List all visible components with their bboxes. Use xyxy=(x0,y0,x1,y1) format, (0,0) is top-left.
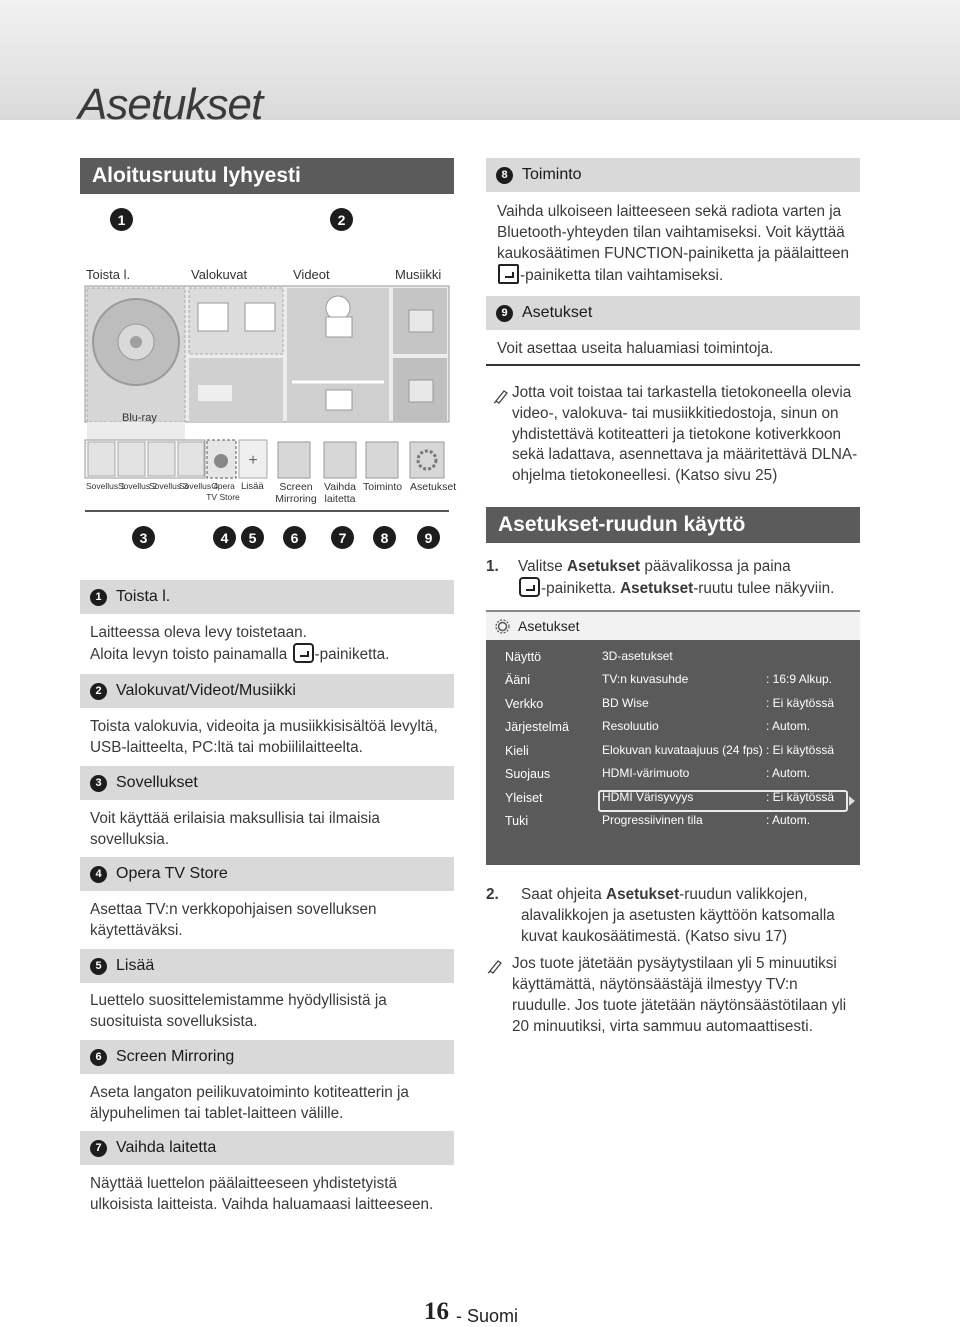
step-1-number: 1. xyxy=(486,558,499,575)
section-heading-home: Aloitusruutu lyhyesti xyxy=(80,158,454,194)
section-2-bar xyxy=(80,674,454,708)
menu-item-aani[interactable]: Ääni xyxy=(505,673,531,687)
callout-7: 7 xyxy=(331,526,354,549)
menu-item-naytto[interactable]: Näyttö xyxy=(505,650,542,664)
gear-icon xyxy=(495,619,510,634)
option-3d[interactable]: 3D-asetukset xyxy=(602,649,673,663)
home-screen-diagram xyxy=(80,200,457,516)
section-4-number: 4 xyxy=(90,866,107,883)
option-hdmi-depth[interactable]: HDMI Värisyvyys xyxy=(602,790,694,804)
divider-rule xyxy=(486,364,860,366)
page-language: - Suomi xyxy=(456,1306,519,1326)
note-1-text: Jotta voit toistaa tai tarkastella tietokoneella olevia video-, valokuva- tai musiikkitiedostoja, sinun on yhdistettävä kotiteatteri ja tietokone kotiverkkoon sekä ladattava, asennettava ja määritettävä DLNA-ohjelma tietokoneellesi. (Katso sivu 25) xyxy=(512,384,858,485)
label-bluray: Blu-ray xyxy=(122,412,157,424)
note-2-text: Jos tuote jätetään pysäytystilaan yli 5 minuutiksi käyttämättä, näytönsäästäjä ilmestyy TV:n ruudulle. Jos tuote jätetään näytönsäästötilaan yli 20 minuutiksi, virta sammuu automaattisesti. xyxy=(512,955,847,1035)
section-7-title: Vaihda laitetta xyxy=(116,1139,217,1156)
callout-1: 1 xyxy=(110,208,133,231)
section-9-bar xyxy=(486,296,860,330)
label-toiminto: Toiminto xyxy=(363,481,403,493)
section-8-bar xyxy=(486,158,860,192)
section-8-title: Toiminto xyxy=(522,166,582,183)
label-toista: Toista l. xyxy=(86,267,131,282)
settings-panel xyxy=(486,640,860,865)
section-2-title: Valokuvat/Videot/Musiikki xyxy=(116,682,296,699)
callout-9: 9 xyxy=(417,526,440,549)
menu-item-yleiset[interactable]: Yleiset xyxy=(505,791,543,805)
menu-item-jarjestelma[interactable]: Järjestelmä xyxy=(505,720,569,734)
label-screen-mirroring: Screen Mirroring xyxy=(275,481,317,505)
section-heading-settings: Asetukset-ruudun käyttö xyxy=(486,507,860,543)
callout-5: 5 xyxy=(241,526,264,549)
section-6-title: Screen Mirroring xyxy=(116,1048,235,1065)
section-1-bar xyxy=(80,580,454,614)
function-button-icon xyxy=(498,264,519,284)
step-2-text: Saat ohjeita Asetukset-ruudun valikkojen, alavalikkojen ja asetusten käyttöön katsomalla kuvat kaukosäätimestä. (Katso sivu 17) xyxy=(521,886,835,945)
section-9-number: 9 xyxy=(496,305,513,322)
label-app1: Sovellus 1 xyxy=(86,481,126,491)
option-frame-rate[interactable]: Elokuvan kuvataajuus (24 fps) xyxy=(602,743,763,757)
section-2-number: 2 xyxy=(90,683,107,700)
section-7-bar xyxy=(80,1131,454,1165)
section-4-bar xyxy=(80,857,454,891)
label-musiikki: Musiikki xyxy=(395,267,442,282)
option-frame-rate-value: : Ei käytössä xyxy=(766,743,835,757)
option-hdmi-color-value: : Autom. xyxy=(766,766,811,780)
settings-title-bar xyxy=(486,610,860,640)
settings-screen xyxy=(486,610,860,865)
section-4-title: Opera TV Store xyxy=(116,865,228,882)
section-1-title: Toista l. xyxy=(116,588,171,605)
section-3-bar xyxy=(80,766,454,800)
section-3-title: Sovellukset xyxy=(116,774,198,791)
section-5-title: Lisää xyxy=(116,957,155,974)
chevron-right-icon[interactable] xyxy=(848,795,856,807)
section-3-number: 3 xyxy=(90,775,107,792)
menu-item-kieli[interactable]: Kieli xyxy=(505,744,529,758)
option-progressive[interactable]: Progressiivinen tila xyxy=(602,813,703,827)
option-bd-wise-value: : Ei käytössä xyxy=(766,696,835,710)
option-progressive-value: : Autom. xyxy=(766,813,811,827)
page-number: 16 xyxy=(424,1298,449,1325)
section-6-text: Aseta langaton peilikuvatoiminto kotiteatterin ja älypuhelimen tai tablet-laitteen välille. xyxy=(90,1084,409,1122)
section-5-text: Luettelo suosittelemistamme hyödyllisistä ja suosituista sovelluksista. xyxy=(90,992,387,1030)
callout-2: 2 xyxy=(330,208,353,231)
option-hdmi-depth-value: : Ei käytössä xyxy=(766,790,835,804)
section-2-text: Toista valokuvia, videoita ja musiikkisisältöä levyltä, USB-laitteelta, PC:ltä tai mobiililaitteelta. xyxy=(90,718,438,756)
pencil-note-icon xyxy=(493,388,509,404)
pencil-note-icon-2 xyxy=(487,958,503,974)
label-app2: Sovellus 2 xyxy=(118,481,158,491)
callout-6: 6 xyxy=(283,526,306,549)
option-tv-aspect[interactable]: TV:n kuvasuhde xyxy=(602,672,689,686)
section-1-text: Laitteessa oleva levy toistetaan. Aloita levyn toisto painamalla -painiketta. xyxy=(90,624,390,663)
enter-button-icon xyxy=(293,643,314,663)
option-resolution-value: : Autom. xyxy=(766,719,811,733)
step-1-text: Valitse Asetukset päävalikossa ja paina -painiketta. Asetukset-ruutu tulee näkyviin. xyxy=(518,558,835,597)
section-8-number: 8 xyxy=(496,167,513,184)
svg-text:+: + xyxy=(248,452,258,469)
label-videot: Videot xyxy=(293,267,330,282)
step-2-number: 2. xyxy=(486,886,499,903)
section-6-bar xyxy=(80,1040,454,1074)
section-1-number: 1 xyxy=(90,589,107,606)
callout-8: 8 xyxy=(373,526,396,549)
section-7-number: 7 xyxy=(90,1140,107,1157)
option-resolution[interactable]: Resoluutio xyxy=(602,719,659,733)
settings-title: Asetukset xyxy=(518,618,580,634)
section-3-text: Voit käyttää erilaisia maksullisia tai ilmaisia sovelluksia. xyxy=(90,810,380,848)
option-tv-aspect-value: : 16:9 Alkup. xyxy=(766,672,833,686)
section-6-number: 6 xyxy=(90,1049,107,1066)
option-bd-wise[interactable]: BD Wise xyxy=(602,696,649,710)
label-asetukset: Asetukset xyxy=(410,481,457,493)
option-hdmi-color[interactable]: HDMI-värimuoto xyxy=(602,766,690,780)
page-title: Asetukset xyxy=(78,80,263,129)
label-valokuvat: Valokuvat xyxy=(191,267,248,282)
label-app3: Sovellus 3 xyxy=(149,481,189,491)
section-7-text: Näyttää luettelon päälaitteeseen yhdistetyistä ulkoisista laitteista. Vaihda haluamaasi laitteeseen. xyxy=(90,1175,434,1213)
section-5-number: 5 xyxy=(90,958,107,975)
label-vaihda-laitetta: Vaihda laitetta xyxy=(324,481,356,505)
callout-3: 3 xyxy=(132,526,155,549)
label-app4: Sovellus 4 xyxy=(179,481,219,491)
section-9-title: Asetukset xyxy=(522,304,593,321)
menu-item-tuki[interactable]: Tuki xyxy=(505,814,529,828)
menu-item-verkko[interactable]: Verkko xyxy=(505,697,544,711)
section-9-text: Voit asettaa useita haluamiasi toimintoja. xyxy=(497,340,774,357)
label-opera: Opera TV Store xyxy=(206,481,240,502)
section-8-text: Vaihda ulkoiseen laitteeseen sekä radiota varten ja Bluetooth-yhteyden tilan vaihtamiseksi. Voit käyttää kaukosäätimen FUNCTION-painiketta ja päälaitteen -painiketta tilan vaihtamiseksi. xyxy=(497,203,850,284)
menu-item-suojaus[interactable]: Suojaus xyxy=(505,767,551,781)
callout-4: 4 xyxy=(213,526,236,549)
label-lisaa: Lisää xyxy=(241,481,264,492)
enter-button-icon-2 xyxy=(519,577,540,597)
section-4-text: Asettaa TV:n verkkopohjaisen sovelluksen käytettäväksi. xyxy=(90,901,377,939)
section-5-bar xyxy=(80,949,454,983)
